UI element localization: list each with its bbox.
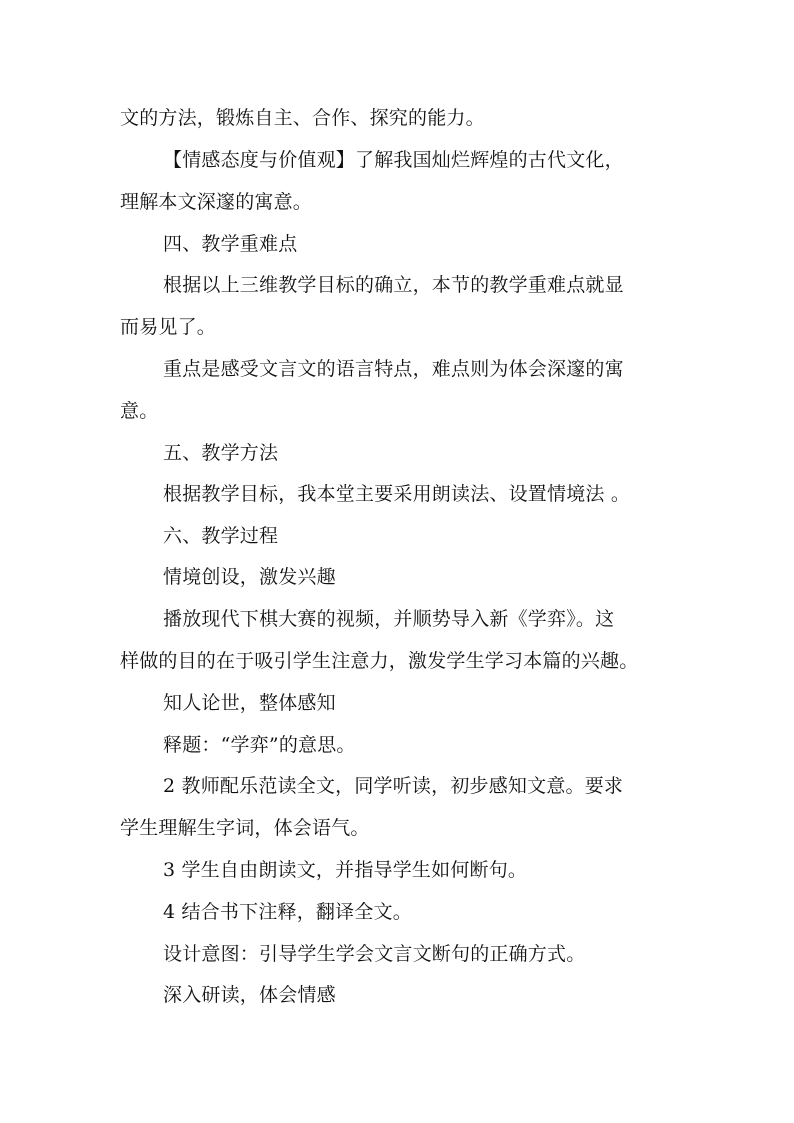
body-text-line: 【情感态度与价值观】了解我国灿烂辉煌的古代文化，	[163, 149, 624, 171]
body-text-line: 根据教学目标，我本堂主要采用朗读法、设置情境法 。	[163, 483, 631, 505]
body-text-line: 理解本文深邃的寓意。	[120, 191, 313, 213]
body-text-line: 根据以上三维教学目标的确立，本节的教学重难点就显	[163, 274, 624, 296]
body-text-line: 重点是感受文言文的语言特点，难点则为体会深邃的寓	[163, 358, 624, 380]
body-text-line: 播放现代下棋大赛的视频，并顺势导入新《学弈》。这	[163, 608, 615, 630]
body-text-line: 学生理解生字词，体会语气。	[120, 817, 370, 839]
section-heading: 四、教学重难点	[163, 233, 298, 255]
body-text-line: 而易见了。	[120, 316, 217, 338]
body-text-line: 释题：“学弈”的意思。	[163, 734, 356, 756]
section-heading: 五、教学方法	[163, 442, 279, 464]
body-text-line: 3 学生自由朗读文，并指导学生如何断句。	[163, 859, 528, 881]
subsection-heading: 深入研读，体会情感	[163, 984, 336, 1006]
subsection-heading: 知人论世，整体感知	[163, 692, 336, 714]
body-text-line: 设计意图：引导学生学会文言文断句的正确方式。	[163, 943, 586, 965]
body-text-line: 样做的目的在于吸引学生注意力，激发学生学习本篇的兴趣。	[120, 650, 639, 672]
body-text-line: 4 结合书下注释，翻译全文。	[163, 901, 412, 923]
body-text-line: 2 教师配乐范读全文，同学听读，初步感知文意。要求	[163, 775, 624, 797]
section-heading: 六、教学过程	[163, 525, 279, 547]
body-text-line: 意。	[120, 400, 159, 422]
subsection-heading: 情境创设，激发兴趣	[163, 566, 336, 588]
body-text-line: 文的方法，锻炼自主、合作、探究的能力。	[120, 107, 485, 129]
